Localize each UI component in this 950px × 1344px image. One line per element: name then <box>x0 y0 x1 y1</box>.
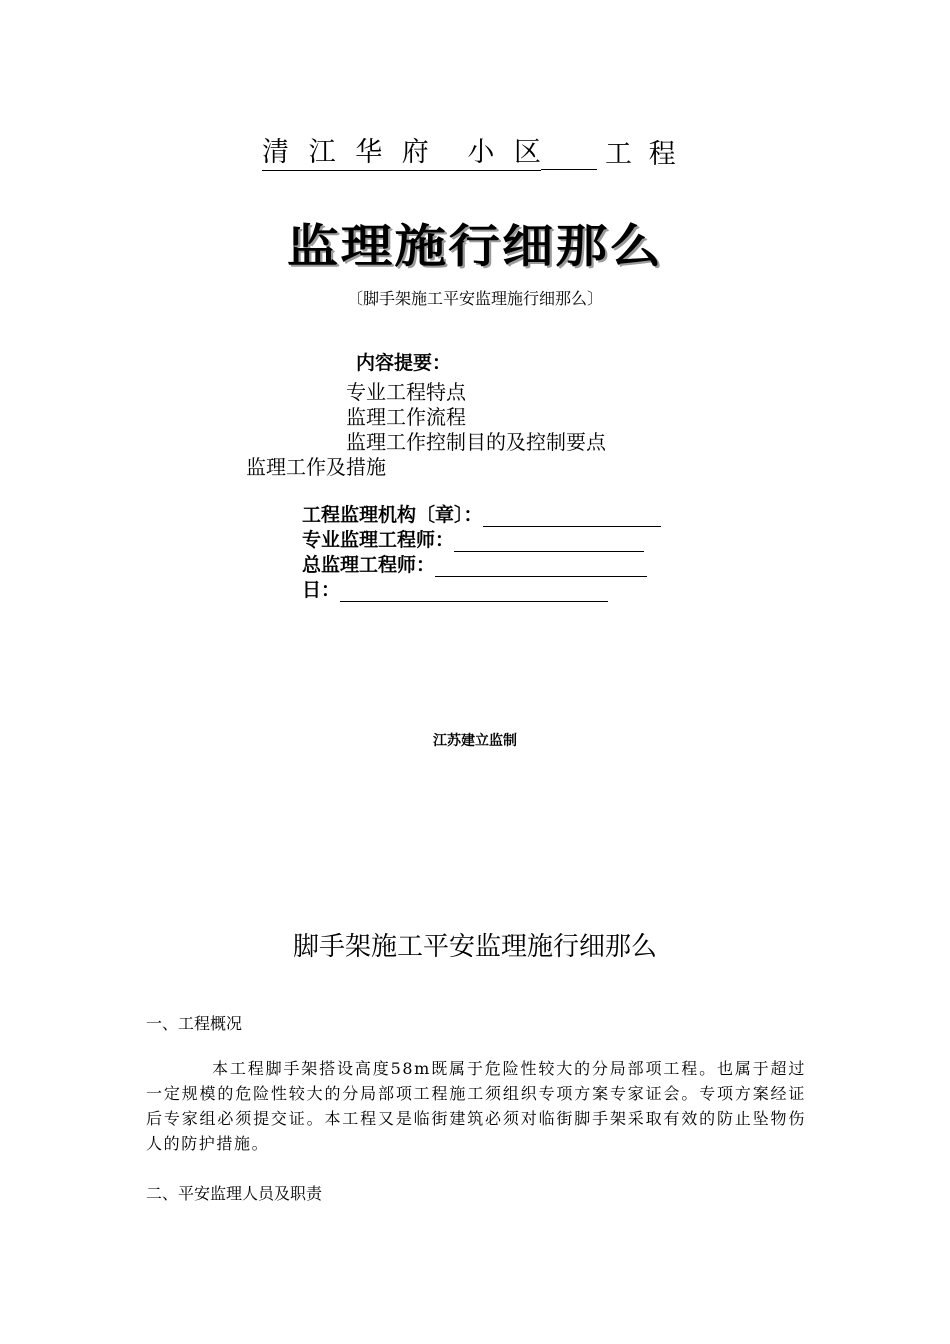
section-paragraph: 本工程脚手架搭设高度58m既属于危险性较大的分局部项工程。也属于超过一定规模的危险性较大的分局部项工程施工须组织专项方案专家证会。专项方案经证后专家组必须提交证。本工程又是临街建筑必须对临街脚手架采取有效的防止坠物伤人的防护措施。 <box>146 1059 806 1153</box>
sign-field-label: 总监理工程师： <box>302 554 436 576</box>
sub-title: 〔脚手架施工平安监理施行细那么〕 <box>346 289 603 308</box>
project-name-char: 清 <box>262 137 289 168</box>
project-suffix <box>597 132 676 171</box>
project-name-char: 府 <box>401 137 429 168</box>
sign-field-date <box>302 575 608 602</box>
project-suffix-char: 程 <box>648 139 676 170</box>
summary-item: 监理工作及措施 <box>246 455 386 479</box>
project-name-char: 小 <box>467 137 495 168</box>
project-name-underline <box>541 168 597 170</box>
main-title: 监理施行细那么 <box>286 219 664 273</box>
sign-field-label: 日： <box>302 579 341 601</box>
summary-heading: 内容提要： <box>356 352 452 374</box>
project-name-char: 区 <box>513 137 541 168</box>
sign-field-organization <box>302 500 661 527</box>
project-suffix-char: 工 <box>604 139 632 170</box>
project-name-line <box>262 130 676 171</box>
project-name-char: 华 <box>355 137 383 168</box>
sign-field-label: 专业监理工程师： <box>302 529 455 551</box>
sign-field-chief <box>302 550 647 577</box>
summary-item: 监理工作流程 <box>346 405 466 429</box>
summary-item: 监理工作控制目的及控制要点 <box>346 430 606 454</box>
project-name <box>262 130 541 171</box>
section-heading: 一、工程概况 <box>146 1014 243 1033</box>
issuer: 江苏建立监制 <box>433 733 517 749</box>
summary-item: 专业工程特点 <box>346 380 466 404</box>
project-name-char: 江 <box>308 137 336 168</box>
section-heading: 二、平安监理人员及职责 <box>146 1184 323 1203</box>
sign-field-blank[interactable] <box>340 583 608 602</box>
sign-field-specialist <box>302 525 644 552</box>
body-title: 脚手架施工平安监理施行细那么 <box>292 932 657 962</box>
sign-field-label: 工程监理机构〔章〕： <box>302 504 483 526</box>
